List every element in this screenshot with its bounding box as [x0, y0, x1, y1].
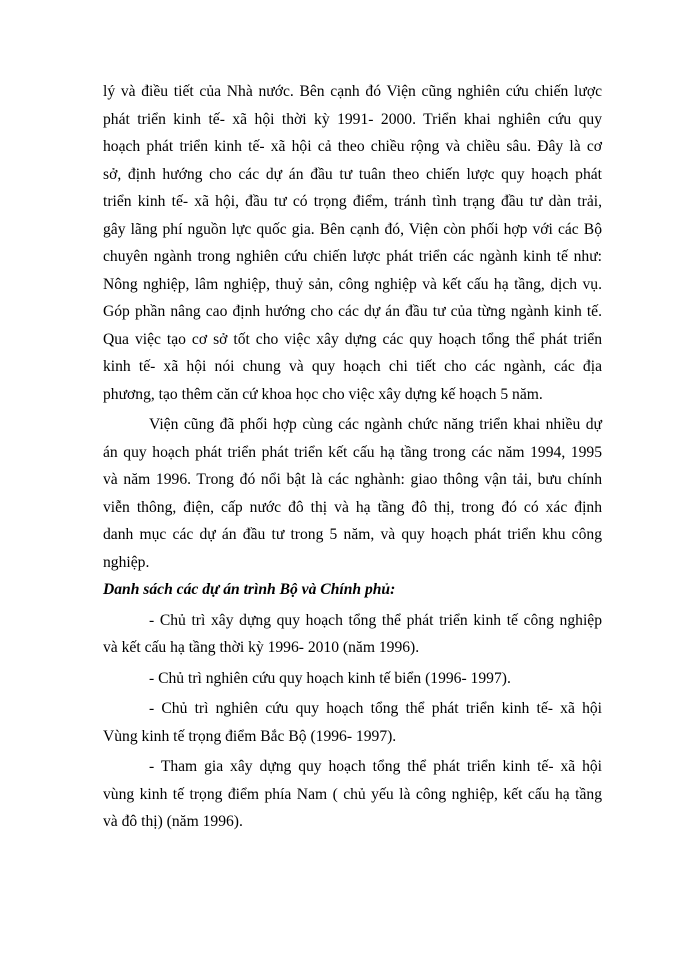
- text-line: chuyên ngành trong nghiên cứu chiến lược phát triển các ngành kinh tế như:: [103, 248, 602, 265]
- text-line: kinh tế- xã hội nói chung và quy hoạch chi tiết cho các ngành, các địa: [103, 358, 602, 375]
- text-line: - Chủ trì nghiên cứu quy hoạch kinh tế biển (1996- 1997).: [149, 669, 511, 687]
- text-line: và kết cấu hạ tầng thời kỳ 1996- 2010 (năm 1996).: [103, 639, 420, 656]
- text-line: Viện cũng đã phối hợp cùng các ngành chức năng triển khai nhiều dự: [149, 416, 602, 433]
- paragraph-1: [103, 78, 602, 408]
- text-line: - Chủ trì nghiên cứu quy hoạch tổng thể phát triển kinh tế- xã hội: [149, 700, 602, 717]
- paragraph-2: [103, 411, 602, 576]
- text-line: triển kinh tế- xã hội, đầu tư có trọng điểm, tránh tình trạng đầu tư dàn trải,: [103, 193, 602, 210]
- text-line: và đô thị) (năm 1996).: [103, 813, 243, 830]
- text-line: Nông nghiệp, lâm nghiệp, thuỷ sản, công nghiệp và kết cấu hạ tầng, dịch vụ.: [103, 275, 602, 293]
- text-line: sở, định hướng cho các dự án đầu tư tuân theo chiến lược quy hoạch phát: [103, 165, 602, 183]
- list-item: [103, 695, 602, 750]
- text-line: vùng kinh tế trọng điểm phía Nam ( chủ yếu là công nghiệp, kết cấu hạ tầng: [103, 785, 602, 803]
- text-line: Góp phần nâng cao định hướng cho các dự án đầu tư của từng ngành kinh tế.: [103, 303, 602, 320]
- section-heading: Danh sách các dự án trình Bộ và Chính phủ:: [103, 581, 396, 598]
- text-line: Qua việc tạo cơ sở tốt cho việc xây dựng các quy hoạch tổng thể phát triển: [103, 330, 602, 348]
- text-line: lý và điều tiết của Nhà nước. Bên cạnh đó Viện cũng nghiên cứu chiến lược: [103, 83, 602, 100]
- text-line: án quy hoạch phát triển phát triển kết cấu hạ tầng trong các năm 1994, 1995: [103, 443, 602, 461]
- text-line: nghiệp.: [103, 553, 150, 571]
- text-line: hoạch phát triển kinh tế- xã hội cả theo chiều rộng và chiều sâu. Đây là cơ: [103, 138, 602, 155]
- text-line: phương, tạo thêm căn cứ khoa học cho việc xây dựng kế hoạch 5 năm.: [103, 385, 543, 403]
- list-item: [103, 753, 602, 836]
- text-line: gây lãng phí nguồn lực quốc gia. Bên cạnh đó, Viện còn phối hợp với các Bộ: [103, 220, 602, 238]
- document-page: [103, 78, 602, 836]
- text-line: - Chủ trì xây dựng quy hoạch tổng thể phát triển kinh tế công nghiệp: [149, 611, 602, 629]
- text-line: phát triển kinh tế- xã hội thời kỳ 1991- 2000. Triển khai nghiên cứu quy: [103, 110, 602, 128]
- text-line: và năm 1996. Trong đó nổi bật là các nghành: giao thông vận tải, bưu chính: [103, 471, 602, 488]
- list-item: [103, 665, 602, 693]
- text-line: - Tham gia xây dựng quy hoạch tổng thể phát triển kinh tế- xã hội: [149, 758, 602, 775]
- text-line: viễn thông, điện, cấp nước đô thị và hạ tầng đô thị, trong đó có xác định: [103, 498, 602, 516]
- text-line: danh mục các dự án đầu tư trong 5 năm, và quy hoạch phát triển khu công: [103, 526, 602, 543]
- list-item: [103, 607, 602, 662]
- text-line: Vùng kinh tế trọng điểm Bắc Bộ (1996- 1997).: [103, 727, 397, 745]
